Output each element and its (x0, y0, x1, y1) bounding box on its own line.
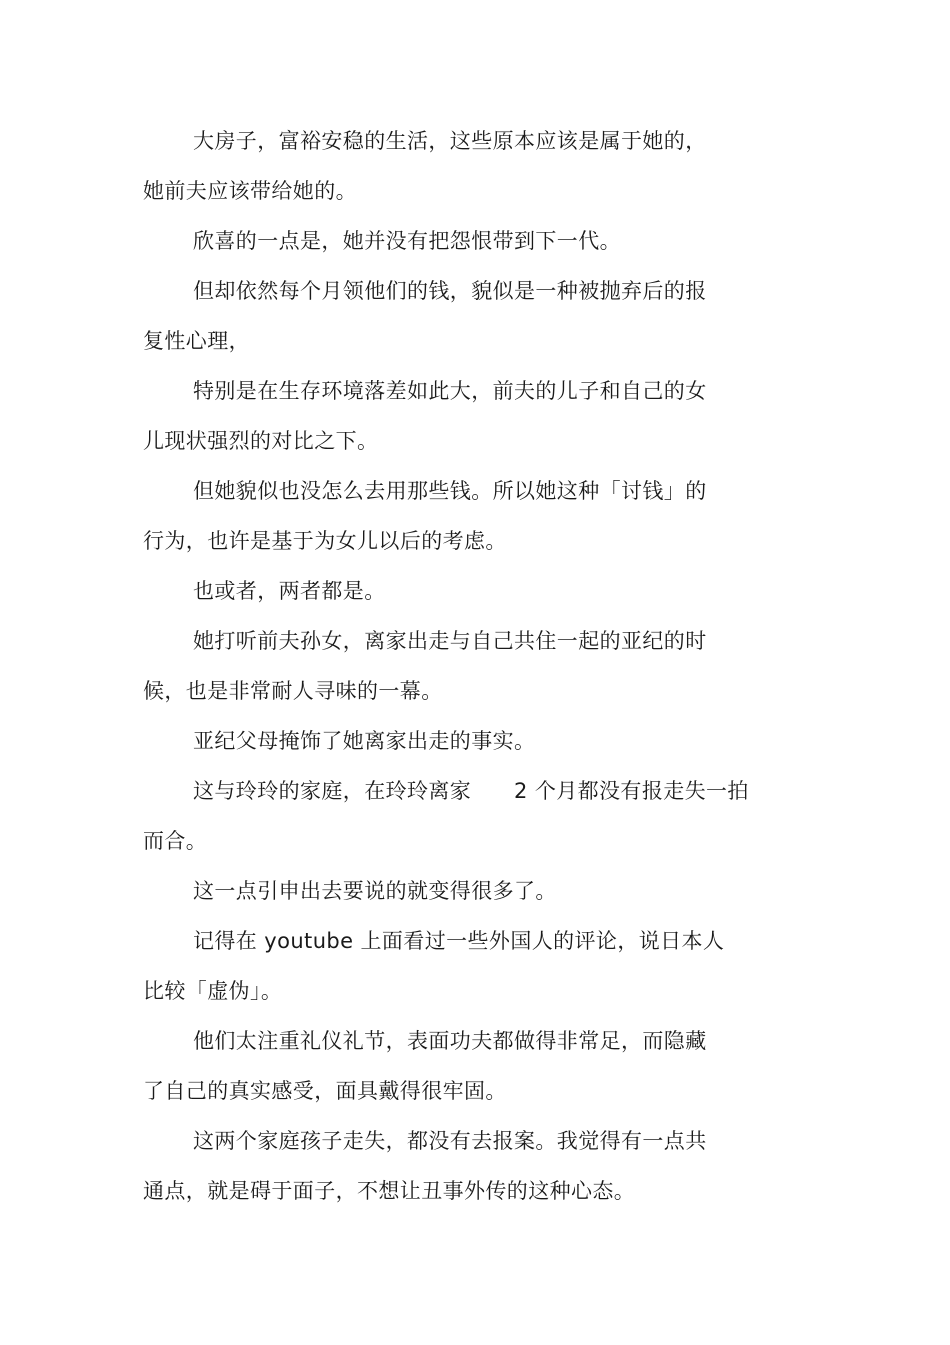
text-line: 她打听前夫孙女，离家出走与自己共住一起的亚纪的时 (193, 629, 707, 653)
text-line: 大房子，富裕安稳的生活，这些原本应该是属于她的， (193, 129, 707, 153)
text-line: 这一点引申出去要说的就变得很多了。 (193, 879, 557, 903)
text-line: 比较「虚伪」。 (143, 979, 283, 1003)
text-line: 了自己的真实感受，面具戴得很牢固。 (143, 1079, 507, 1103)
text-line: 特别是在生存环境落差如此大，前夫的儿子和自己的女 (193, 379, 707, 403)
text-line: 但却依然每个月领他们的钱，貌似是一种被抛弃后的报 (193, 279, 707, 303)
text-line: 也或者，两者都是。 (193, 579, 386, 603)
text-line: 行为，也许是基于为女儿以后的考虑。 (143, 529, 507, 553)
text-line: 欣喜的一点是，她并没有把怨恨带到下一代。 (193, 229, 621, 253)
text-line: 记得在 youtube 上面看过一些外国人的评论，说日本人 (193, 929, 725, 953)
text-line: 他们太注重礼仪礼节，表面功夫都做得非常足，而隐藏 (193, 1029, 707, 1053)
text-line: 而合。 (143, 829, 208, 853)
text-line: 亚纪父母掩饰了她离家出走的事实。 (193, 729, 536, 753)
text-line: 但她貌似也没怎么去用那些钱。所以她这种「讨钱」的 (193, 479, 707, 503)
text-line: 她前夫应该带给她的。 (143, 179, 357, 203)
text-line: 这两个家庭孩子走失，都没有去报案。我觉得有一点共 (193, 1129, 707, 1153)
text-line: 儿现状强烈的对比之下。 (143, 429, 379, 453)
text-line: 这与玲玲的家庭，在玲玲离家 2 个月都没有报走失一拍 (193, 779, 749, 803)
text-line: 复性心理， (143, 329, 250, 353)
text-line: 候，也是非常耐人寻味的一幕。 (143, 679, 443, 703)
text-line: 通点，就是碍于面子，不想让丑事外传的这种心态。 (143, 1179, 636, 1203)
